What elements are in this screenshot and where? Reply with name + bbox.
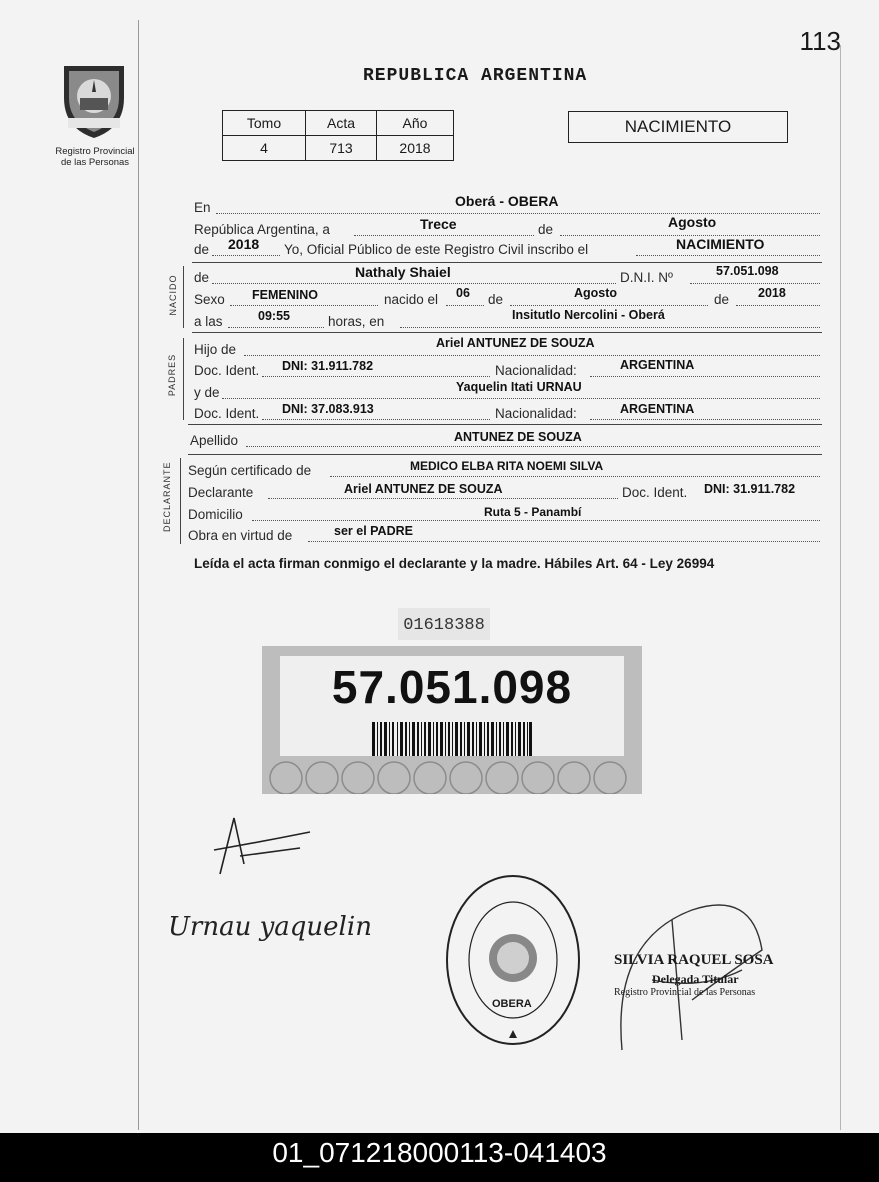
anio-value: 2018 — [758, 286, 786, 300]
nacido-section-label: NACIDO — [168, 274, 178, 316]
declarante-doc-label: Doc. Ident. — [622, 485, 688, 500]
de-label-2: de — [488, 292, 504, 307]
official-name: SILVIA RAQUEL SOSA — [614, 952, 774, 968]
a-las-label: a las — [194, 314, 223, 329]
sticker-inner — [280, 656, 624, 756]
nacido-el-label: nacido el — [384, 292, 439, 307]
nacido-de-label: de — [194, 270, 210, 285]
de-label-3: de — [714, 292, 730, 307]
dotted-line — [212, 283, 616, 284]
hijo-de-label: Hijo de — [194, 342, 237, 357]
month-value: Agosto — [668, 214, 717, 230]
en-label: En — [194, 200, 211, 215]
section-divider — [188, 454, 822, 455]
provincial-seal-logo — [58, 58, 130, 140]
dotted-line — [736, 305, 820, 306]
footer-code: 01_071218000113-041403 — [0, 1133, 879, 1182]
anio-value: 2018 — [377, 136, 454, 161]
barcode — [372, 722, 532, 756]
declarante-section-label: DECLARANTE — [162, 461, 172, 532]
padres-section-label: PADRES — [167, 353, 177, 397]
sexo-value: FEMENINO — [252, 288, 318, 302]
madre-nac-label: Nacionalidad: — [495, 406, 577, 421]
tomo-value: 4 — [223, 136, 306, 161]
dotted-line — [636, 255, 820, 256]
madre-nac: ARGENTINA — [620, 402, 695, 416]
de-label: de — [538, 222, 554, 237]
obra-label: Obra en virtud de — [188, 528, 293, 543]
official-signature — [612, 880, 772, 1060]
republica-label: República Argentina, a — [194, 222, 330, 237]
madre-doc-label: Doc. Ident. — [194, 406, 260, 421]
inscribo-value: NACIMIENTO — [676, 236, 765, 252]
logo-caption-line1: Registro Provincial — [55, 146, 135, 157]
mes-value: Agosto — [574, 286, 618, 300]
mother-signature: Urnau yaquelin — [168, 912, 372, 942]
dotted-line — [244, 355, 820, 356]
apellido-label: Apellido — [190, 433, 239, 448]
dotted-line — [590, 419, 820, 420]
dotted-line — [246, 446, 820, 447]
year-value: 2018 — [228, 236, 260, 252]
en-value: Oberá - OBERA — [455, 193, 559, 209]
dotted-line — [354, 235, 534, 236]
official-title: Delegada Titular — [652, 972, 739, 986]
padre-nac-label: Nacionalidad: — [495, 363, 577, 378]
right-margin-line — [840, 45, 841, 1130]
dotted-line — [216, 213, 820, 214]
delegation-round-seal — [440, 870, 586, 1050]
dotted-line — [212, 255, 280, 256]
declarant-signature — [200, 812, 330, 882]
dotted-line — [228, 327, 324, 328]
apellido-value: ANTUNEZ DE SOUZA — [454, 430, 582, 444]
dotted-line — [252, 520, 820, 521]
obra-value: ser el PADRE — [334, 524, 413, 538]
year-prefix: de — [194, 242, 210, 257]
dotted-line — [268, 498, 618, 499]
section-divider — [188, 424, 822, 425]
dotted-line — [590, 376, 820, 377]
dotted-line — [446, 305, 484, 306]
registry-table — [222, 110, 454, 161]
padre-nac: ARGENTINA — [620, 358, 695, 372]
dotted-line — [230, 305, 378, 306]
dia-value: 06 — [456, 286, 470, 300]
section-bracket — [180, 458, 181, 544]
closing-note: Leída el acta firman conmigo el declarante y la madre. Hábiles Art. 64 - Ley 26994 — [194, 556, 715, 571]
anio-header: Año — [377, 111, 454, 136]
document-type-box: NACIMIENTO — [568, 111, 788, 143]
section-divider — [192, 332, 822, 333]
serial-number: 01618388 — [398, 608, 490, 640]
dotted-line — [400, 327, 820, 328]
horas-en-label: horas, en — [328, 314, 385, 329]
padre-doc-label: Doc. Ident. — [194, 363, 260, 378]
dotted-line — [262, 376, 490, 377]
section-bracket — [183, 338, 184, 420]
child-name: Nathaly Shaiel — [355, 264, 451, 280]
dni-label: D.N.I. Nº — [620, 270, 673, 285]
section-bracket — [183, 266, 184, 328]
dotted-line — [510, 305, 708, 306]
child-dni: 57.051.098 — [716, 264, 779, 278]
domicilio-value: Ruta 5 - Panambí — [484, 505, 582, 519]
acta-header: Acta — [306, 111, 377, 136]
section-divider — [192, 262, 822, 263]
sticker-dni-number: 57.051.098 — [331, 661, 573, 713]
declarante-label: Declarante — [188, 485, 254, 500]
official-office: Registro Provincial de las Personas — [614, 987, 756, 998]
dotted-line — [222, 398, 820, 399]
madre-doc: DNI: 37.083.913 — [282, 402, 374, 416]
tomo-header: Tomo — [223, 111, 306, 136]
madre-name: Yaquelin Itati URNAU — [456, 380, 582, 394]
dni-sticker — [262, 646, 642, 794]
day-word: Trece — [420, 216, 457, 232]
domicilio-label: Domicilio — [188, 507, 243, 522]
dotted-line — [308, 541, 820, 542]
left-margin-line — [138, 20, 139, 1130]
page-number: 113 — [799, 26, 841, 56]
hora-value: 09:55 — [258, 309, 290, 323]
document-title: REPUBLICA ARGENTINA — [363, 66, 588, 86]
seal-city: OBERA — [492, 998, 532, 1010]
certificado-value: MEDICO ELBA RITA NOEMI SILVA — [410, 459, 604, 473]
padre-doc: DNI: 31.911.782 — [282, 359, 374, 373]
logo-caption — [40, 146, 150, 168]
acta-value: 713 — [306, 136, 377, 161]
sexo-label: Sexo — [194, 292, 225, 307]
y-de-label: y de — [194, 385, 220, 400]
certificado-label: Según certificado de — [188, 463, 312, 478]
declarante-value: Ariel ANTUNEZ DE SOUZA — [344, 482, 503, 496]
padre-name: Ariel ANTUNEZ DE SOUZA — [436, 336, 595, 350]
dotted-line — [330, 476, 820, 477]
declarante-doc: DNI: 31.911.782 — [704, 482, 796, 496]
lugar-value: Insitutlo Nercolini - Oberá — [512, 308, 665, 322]
dotted-line — [690, 283, 820, 284]
oficial-text: Yo, Oficial Público de este Registro Civil inscribo el — [284, 242, 589, 257]
logo-caption-line2: de las Personas — [60, 157, 130, 168]
dotted-line — [262, 419, 490, 420]
